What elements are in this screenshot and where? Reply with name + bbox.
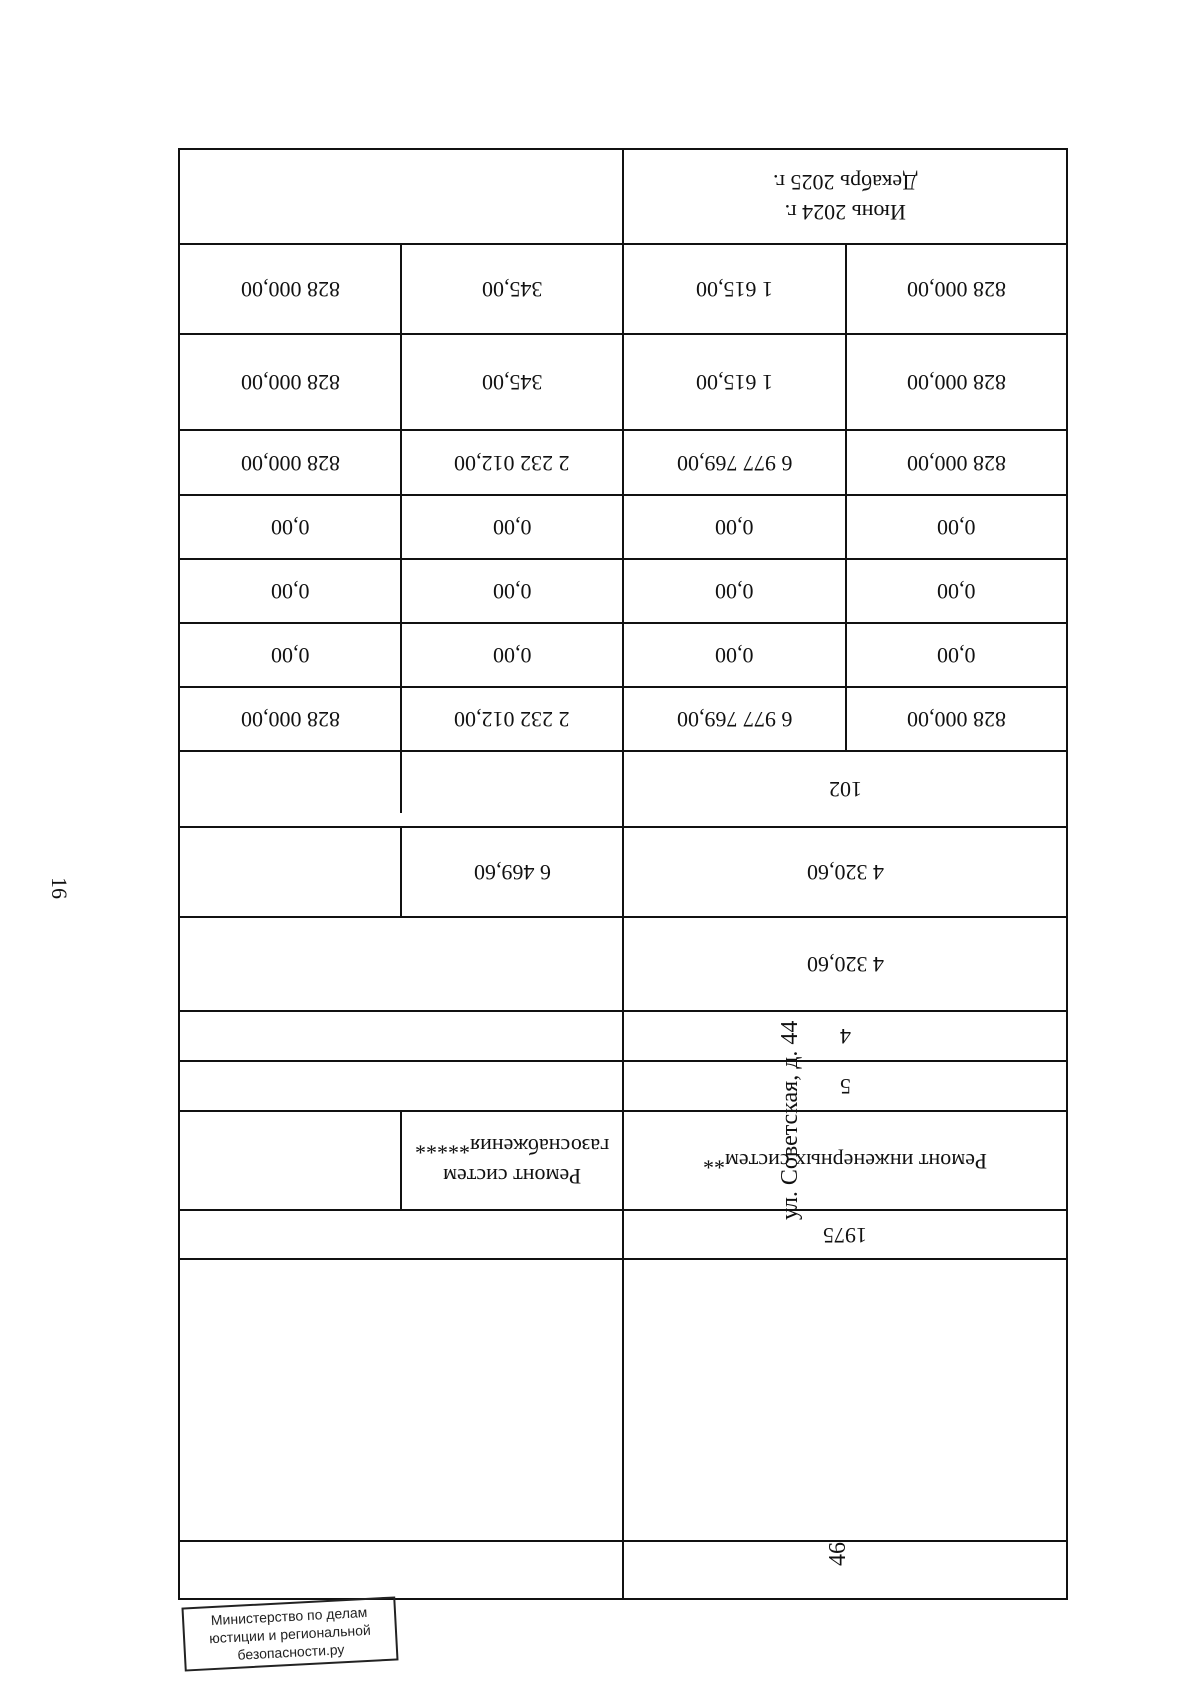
page-number: 16 xyxy=(47,877,72,899)
row-1-col-1: 828 000,00 xyxy=(907,277,1006,302)
floors: 4 xyxy=(839,1024,851,1049)
stamp-line-1: Министерство по делам xyxy=(210,1603,368,1629)
row-5-col-1: 0,00 xyxy=(937,579,976,604)
row-2-col-2: 1 615,00 xyxy=(696,370,773,395)
row-4-col-1: 0,00 xyxy=(937,515,976,540)
row-1-col-3: 345,00 xyxy=(481,277,543,302)
row-5-col-3: 0,00 xyxy=(492,579,532,604)
row-line xyxy=(178,1598,1068,1600)
stamp-line-3: безопасности.ру xyxy=(237,1641,345,1663)
row-3-col-4: 828 000,00 xyxy=(240,450,340,476)
row-2-col-1: 828 000,00 xyxy=(907,370,1006,395)
area-1: 4 320,60 xyxy=(806,860,884,885)
area-2: 6 469,60 xyxy=(473,860,551,885)
row-4-col-2: 0,00 xyxy=(715,515,754,540)
row-6-col-4: 0,00 xyxy=(270,643,310,668)
row-2-col-4: 828 000,00 xyxy=(240,370,340,395)
row-5-col-2: 0,00 xyxy=(715,579,754,604)
header-period: Июнь 2024 г. Декабрь 2025 г. xyxy=(772,169,918,225)
area-3: 4 320,60 xyxy=(806,952,884,977)
row-1-col-4: 828 000,00 xyxy=(240,277,340,302)
work-engineering: Ремонт инженерных систем** xyxy=(703,1148,987,1174)
watermark-stamp xyxy=(181,1596,398,1671)
row-6-col-3: 0,00 xyxy=(492,643,532,668)
entrances: 5 xyxy=(839,1074,851,1099)
row-4-col-3: 0,00 xyxy=(492,515,532,540)
row-3-col-2: 6 977 769,00 xyxy=(676,450,793,476)
row-1-col-2: 1 615,00 xyxy=(696,277,773,302)
row-3-col-3: 2 232 012,00 xyxy=(454,450,570,476)
address: ул. Советская, д. 44 xyxy=(777,1020,803,1220)
row-line xyxy=(178,1540,1068,1542)
row-3-col-1: 828 000,00 xyxy=(907,450,1006,476)
row-number: 46 xyxy=(825,1542,851,1566)
row-2-col-3: 345,00 xyxy=(481,370,543,395)
row-line xyxy=(178,1258,1068,1260)
table-border-right xyxy=(1066,148,1068,1600)
row-5-col-4: 0,00 xyxy=(270,579,310,604)
row-6-col-2: 0,00 xyxy=(715,643,754,668)
work-gas: Ремонт систем газоснабжения***** xyxy=(414,1133,610,1189)
stamp-line-2: юстиции и региональной xyxy=(208,1621,372,1647)
row-7-col-2: 6 977 769,00 xyxy=(676,707,793,732)
row-7-col-3: 2 232 012,00 xyxy=(454,707,570,732)
row-4-col-4: 0,00 xyxy=(270,515,310,540)
row-7-col-4: 828 000,00 xyxy=(240,707,340,732)
value-102: 102 xyxy=(828,777,862,802)
row-7-col-1: 828 000,00 xyxy=(907,707,1006,732)
year: 1975 xyxy=(823,1222,867,1248)
row-6-col-1: 0,00 xyxy=(937,643,976,668)
